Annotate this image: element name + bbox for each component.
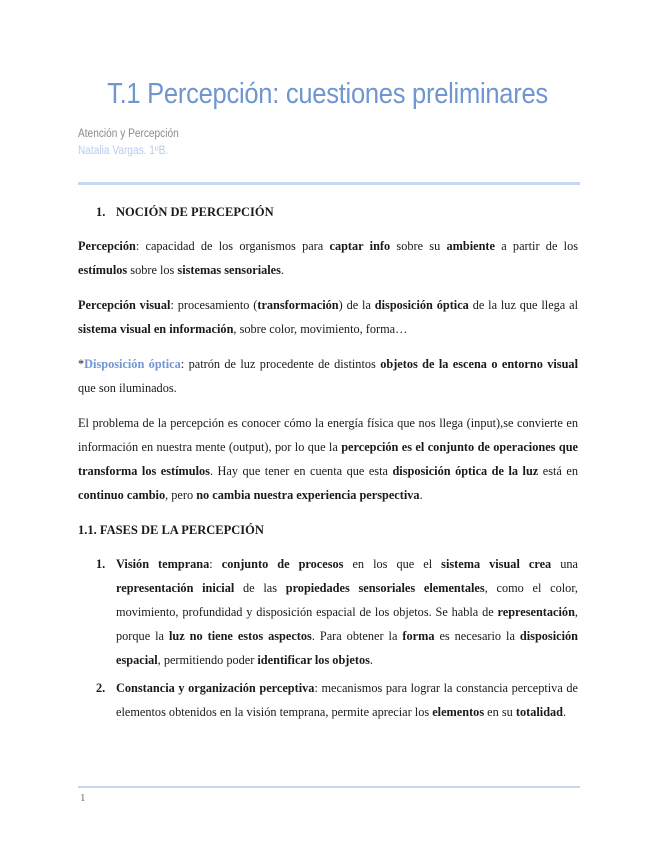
bold-run: propiedades sensoriales elementales	[285, 581, 485, 595]
document-subject: Atención y Percepción	[78, 128, 179, 140]
footer-divider	[78, 786, 580, 788]
list-number: 2.	[96, 681, 106, 695]
text-run: de la luz que llega al	[468, 298, 578, 312]
text-run: : capacidad de los organismos para	[135, 239, 330, 253]
text-run: en los que el	[343, 557, 442, 571]
bold-run: percepción es el conjunto de operaciones que transforma los estímulos	[78, 440, 578, 478]
section-heading-text: NOCIÓN DE PERCEPCIÓN	[116, 205, 274, 219]
term-disposicion-optica: Disposición óptica	[84, 357, 181, 371]
document-author: Natalia Vargas. 1ºB.	[78, 145, 169, 157]
bold-run: elementos	[432, 705, 485, 719]
list-number: 1.	[96, 557, 106, 571]
bold-run: sistema visual en información	[78, 322, 234, 336]
text-run: , porque la	[116, 605, 578, 643]
page-number: 1	[80, 792, 86, 804]
text-run: El problema de la percepción es conocer cómo la energía física que nos llega (input),se convierte en información en nuestra mente (output), por lo que la	[78, 416, 578, 454]
bold-run: disposición óptica	[374, 298, 469, 312]
bold-run: disposición óptica de la luz	[392, 464, 539, 478]
header-divider	[78, 182, 580, 185]
text-run: . Hay que tener en cuenta que esta	[209, 464, 393, 478]
text-run: una	[551, 557, 578, 571]
bold-run: ambiente	[446, 239, 495, 253]
text-run: a partir de los	[494, 239, 579, 253]
text-run: está en	[538, 464, 578, 478]
text-run: :	[209, 557, 222, 571]
text-run: .	[369, 653, 373, 667]
bold-run: luz no tiene estos aspectos	[168, 629, 312, 643]
paragraph-percepcion	[78, 234, 578, 282]
text-run: , permitiendo poder	[157, 653, 258, 667]
bold-run: disposición espacial	[116, 629, 578, 667]
document-title: T.1 Percepción: cuestiones preliminares	[107, 78, 548, 110]
text-run: , como el color, movimiento, profundidad y disposición espacial de los objetos. Se habla de	[116, 581, 578, 619]
bold-run: captar info	[329, 239, 391, 253]
bold-run: estímulos	[78, 263, 128, 277]
text-run: ) de la	[338, 298, 375, 312]
text-run: : mecanismos para lograr la constancia perceptiva de elementos obtenidos en la visión temprana, permite apreciar los	[116, 681, 578, 719]
term-percepcion: Percepción	[78, 239, 136, 253]
asterisk: *	[78, 357, 85, 371]
phases-list	[78, 552, 578, 724]
bold-run: representación	[497, 605, 575, 619]
bold-run: no cambia nuestra experiencia perspectiva	[196, 488, 420, 502]
bold-run: forma	[402, 629, 435, 643]
text-run: .	[280, 263, 284, 277]
paragraph-problema	[78, 411, 578, 507]
bold-run: conjunto de procesos	[221, 557, 344, 571]
text-run: . Para obtener la	[311, 629, 403, 643]
text-run: , pero	[165, 488, 197, 502]
text-run: , sobre color, movimiento, forma…	[233, 322, 408, 336]
list-item	[78, 676, 578, 724]
bold-run: sistema visual crea	[441, 557, 552, 571]
text-run: en su	[484, 705, 516, 719]
list-item	[78, 552, 578, 672]
text-run: : procesamiento (	[170, 298, 258, 312]
section-heading-percepcion	[96, 200, 578, 224]
term-percepcion-visual: Percepción visual	[78, 298, 171, 312]
text-run: que son iluminados.	[78, 381, 177, 395]
text-run: .	[419, 488, 423, 502]
text-run: de las	[234, 581, 286, 595]
text-run: .	[563, 705, 567, 719]
bold-run: totalidad	[515, 705, 564, 719]
bold-run: representación inicial	[116, 581, 235, 595]
paragraph-percepcion-visual	[78, 293, 578, 341]
subsection-heading-fases: 1.1. FASES DE LA PERCEPCIÓN	[78, 523, 264, 537]
bold-run: objetos de la escena o entorno visual	[380, 357, 578, 371]
text-run: sobre los	[127, 263, 178, 277]
bold-run: identificar los objetos	[257, 653, 370, 667]
section-number: 1.	[96, 205, 106, 219]
text-run: es necesario la	[434, 629, 520, 643]
bold-run: continuo cambio	[78, 488, 166, 502]
bold-run: Constancia y organización perceptiva	[116, 681, 315, 695]
paragraph-disposicion-optica	[78, 352, 578, 400]
bold-run: Visión temprana	[116, 557, 210, 571]
bold-run: transformación	[257, 298, 339, 312]
page-content	[78, 200, 578, 728]
text-run: sobre su	[390, 239, 447, 253]
text-run: : patrón de luz procedente de distintos	[180, 357, 381, 371]
bold-run: sistemas sensoriales	[177, 263, 281, 277]
